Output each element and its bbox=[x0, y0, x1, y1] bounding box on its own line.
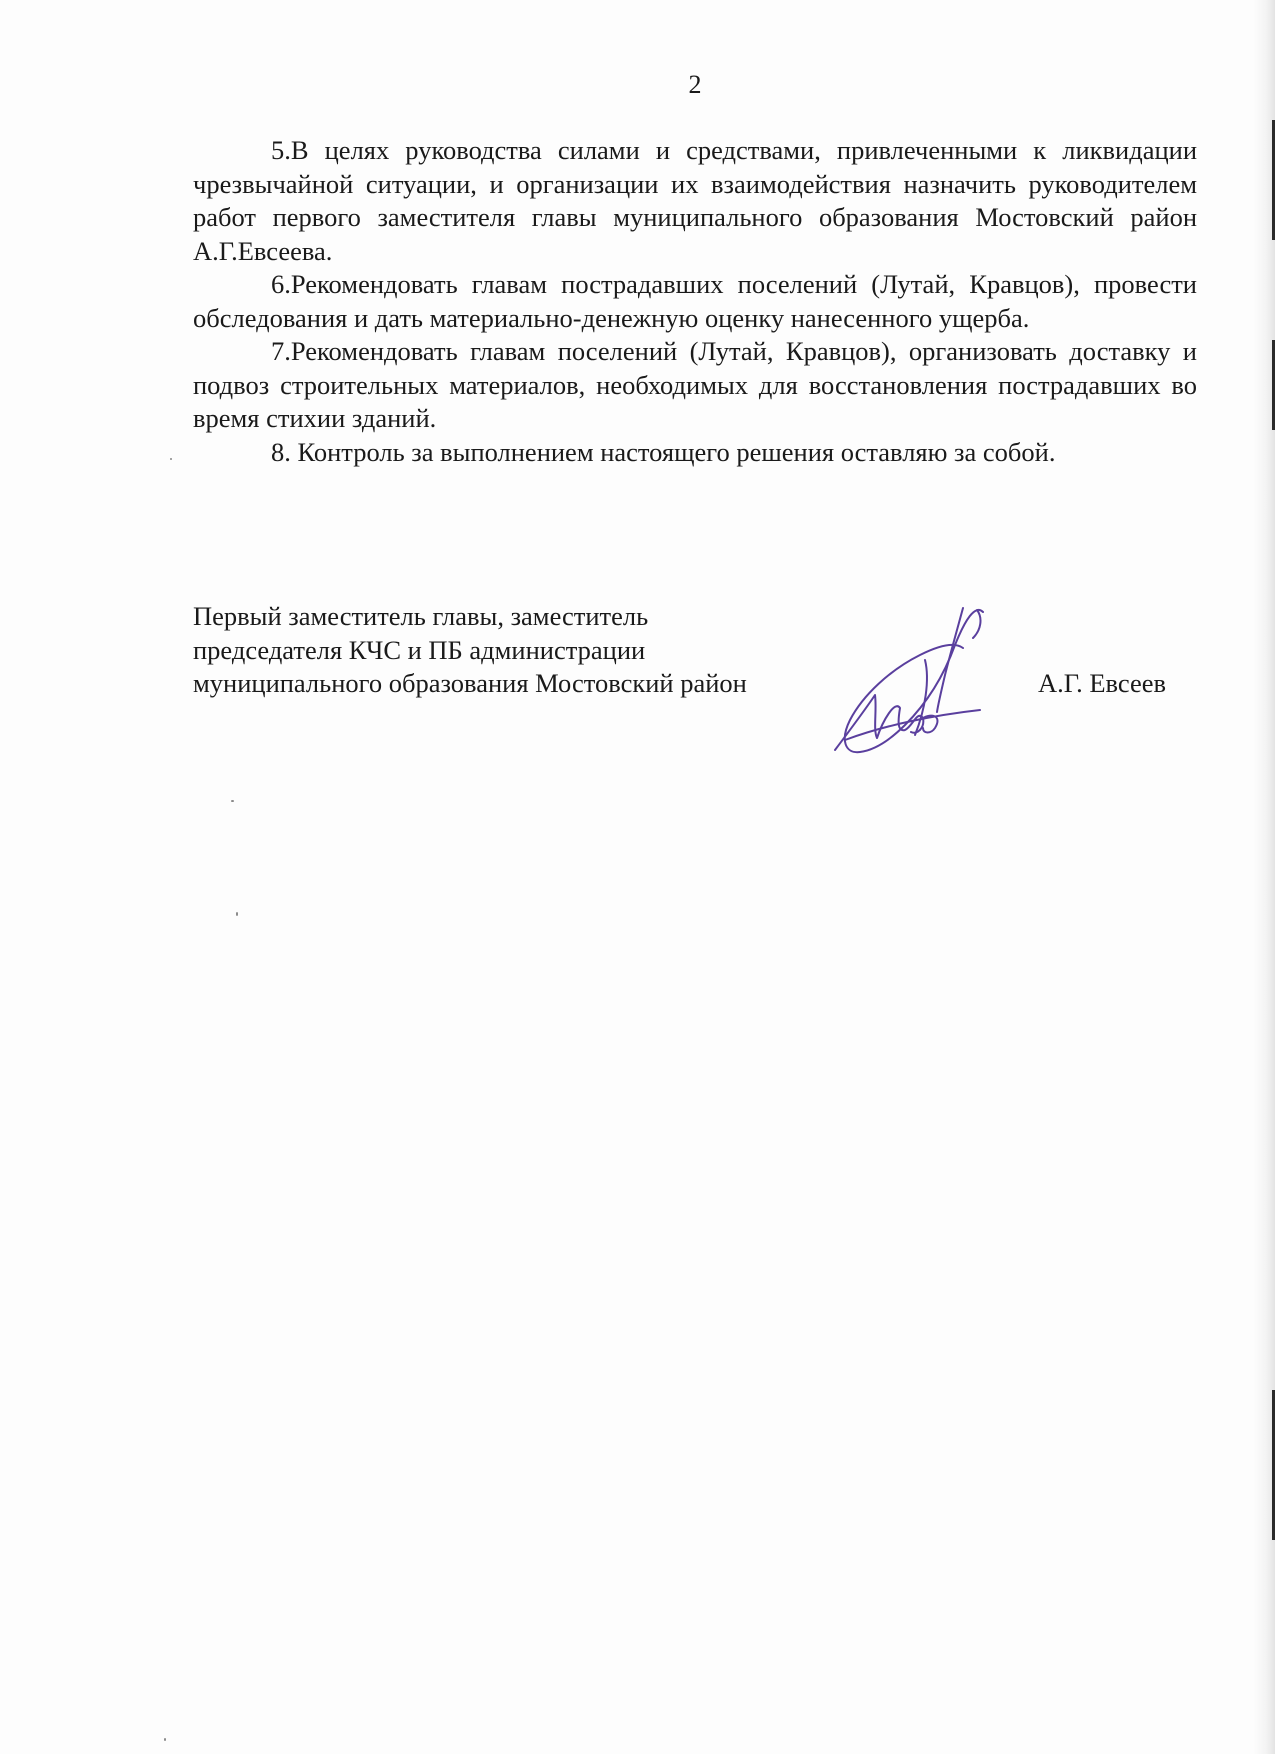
paragraph-7: 7.Рекомендовать главам поселений (Лутай, Кравцов), организовать доставку и подвоз строительных материалов, необходимых для восстановления пострадавших во время стихии зданий. bbox=[193, 336, 1197, 433]
scan-speck bbox=[236, 912, 238, 916]
scan-speck bbox=[164, 1738, 166, 1741]
body-text bbox=[193, 134, 1197, 469]
scan-speck bbox=[231, 800, 234, 802]
scan-speck bbox=[170, 458, 172, 460]
signatory-name: А.Г. Евсеев bbox=[1038, 668, 1167, 698]
position-line: Первый заместитель главы, заместитель bbox=[193, 601, 649, 631]
handwritten-signature bbox=[805, 600, 1005, 765]
position-line: муниципального образования Мостовский район bbox=[193, 668, 747, 698]
signatory-position bbox=[193, 600, 747, 701]
paragraph-8: 8. Контроль за выполнением настоящего решения оставляю за собой. bbox=[271, 436, 1056, 467]
paragraph-6: 6.Рекомендовать главам пострадавших поселений (Лутай, Кравцов), провести обследования и дать материально-денежную оценку нанесенного ущерба. bbox=[193, 269, 1197, 333]
position-line: председателя КЧС и ПБ администрации bbox=[193, 634, 646, 665]
page-number: 2 bbox=[688, 70, 702, 99]
paragraph-5: 5.В целях руководства силами и средствами, привлеченными к ликвидации чрезвычайной ситуации, и организации их взаимодействия назначить руководителем работ первого заместителя главы муниципального образования Мостовский район А.Г.Евсеева. bbox=[193, 135, 1197, 266]
